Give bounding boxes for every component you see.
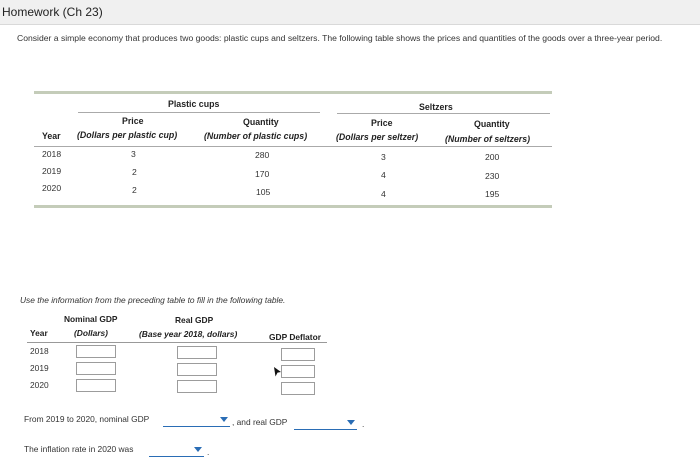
- real-gdp-change-dropdown[interactable]: [294, 416, 357, 430]
- nominal-gdp-change-dropdown[interactable]: [163, 413, 230, 427]
- real-gdp-2020-input[interactable]: [177, 380, 217, 393]
- header-seltzer-price-unit: (Dollars per seltzer): [336, 132, 419, 142]
- q2-period: .: [207, 447, 210, 457]
- header-gdp-deflator: GDP Deflator: [269, 332, 321, 342]
- header-seltzer-price: Price: [371, 118, 393, 128]
- cell-cup-quantity: 170: [255, 169, 270, 179]
- title-bar: [0, 0, 700, 25]
- header-year: Year: [42, 131, 61, 141]
- header-nominal-gdp-unit: (Dollars): [74, 328, 108, 338]
- header-cup-quantity-unit: (Number of plastic cups): [204, 131, 308, 141]
- header-real-gdp: Real GDP: [175, 315, 214, 325]
- group-rule-cups: [78, 112, 320, 113]
- gdp-deflator-2019-input[interactable]: [281, 365, 315, 378]
- real-gdp-2019-input[interactable]: [177, 363, 217, 376]
- header-cup-quantity: Quantity: [243, 117, 279, 127]
- header-real-gdp-unit: (Base year 2018, dollars): [139, 329, 238, 339]
- header-year: Year: [30, 328, 48, 338]
- table-top-rule: [34, 91, 552, 94]
- cell-cup-quantity: 105: [256, 187, 271, 197]
- q1-period: .: [362, 419, 365, 429]
- header-nominal-gdp: Nominal GDP: [64, 314, 118, 324]
- header-bottom-rule: [34, 146, 552, 147]
- dropdown-arrow-icon: [220, 417, 228, 422]
- answer-row-year: 2019: [30, 363, 49, 373]
- group-rule-seltzers: [337, 113, 550, 114]
- mouse-cursor-icon: [274, 367, 282, 377]
- nominal-gdp-2019-input[interactable]: [76, 362, 116, 375]
- page-title: Homework (Ch 23): [2, 5, 103, 19]
- real-gdp-2018-input[interactable]: [177, 346, 217, 359]
- row-year: 2019: [42, 166, 62, 176]
- row-year: 2020: [42, 183, 62, 193]
- cell-seltzer-quantity: 230: [485, 171, 500, 181]
- cell-seltzer-quantity: 195: [485, 189, 500, 199]
- problem-prompt: Consider a simple economy that produces two goods: plastic cups and seltzers. The following table shows the prices and quantities of the goods over a three-year period.: [17, 33, 663, 43]
- nominal-gdp-2018-input[interactable]: [76, 345, 116, 358]
- dropdown-arrow-icon: [194, 447, 202, 452]
- cell-seltzer-price: 4: [381, 170, 386, 180]
- inflation-rate-dropdown[interactable]: [149, 443, 204, 457]
- cell-seltzer-price: 3: [381, 152, 386, 162]
- cell-cup-quantity: 280: [255, 150, 270, 160]
- answer-row-year: 2020: [30, 380, 49, 390]
- cell-cup-price: 2: [132, 167, 137, 177]
- q1-prefix: From 2019 to 2020, nominal GDP: [24, 414, 150, 424]
- instruction-text: Use the information from the preceding table to fill in the following table.: [20, 295, 286, 305]
- row-year: 2018: [42, 149, 62, 159]
- gdp-deflator-2018-input[interactable]: [281, 348, 315, 361]
- table-bottom-rule: [34, 205, 552, 208]
- group-header-seltzers: Seltzers: [419, 102, 453, 112]
- answer-row-year: 2018: [30, 346, 49, 356]
- answer-header-rule: [27, 342, 327, 343]
- cell-cup-price: 3: [131, 149, 136, 159]
- q2-prefix: The inflation rate in 2020 was: [24, 444, 134, 454]
- header-cup-price-unit: (Dollars per plastic cup): [77, 130, 178, 140]
- q1-middle: , and real GDP: [232, 417, 288, 427]
- header-seltzer-quantity-unit: (Number of seltzers): [445, 134, 531, 144]
- dropdown-arrow-icon: [347, 420, 355, 425]
- cell-seltzer-quantity: 200: [485, 152, 500, 162]
- gdp-deflator-2020-input[interactable]: [281, 382, 315, 395]
- cell-cup-price: 2: [132, 185, 137, 195]
- group-header-plastic-cups: Plastic cups: [168, 99, 220, 109]
- cell-seltzer-price: 4: [381, 189, 386, 199]
- header-cup-price: Price: [122, 116, 144, 126]
- header-seltzer-quantity: Quantity: [474, 119, 510, 129]
- nominal-gdp-2020-input[interactable]: [76, 379, 116, 392]
